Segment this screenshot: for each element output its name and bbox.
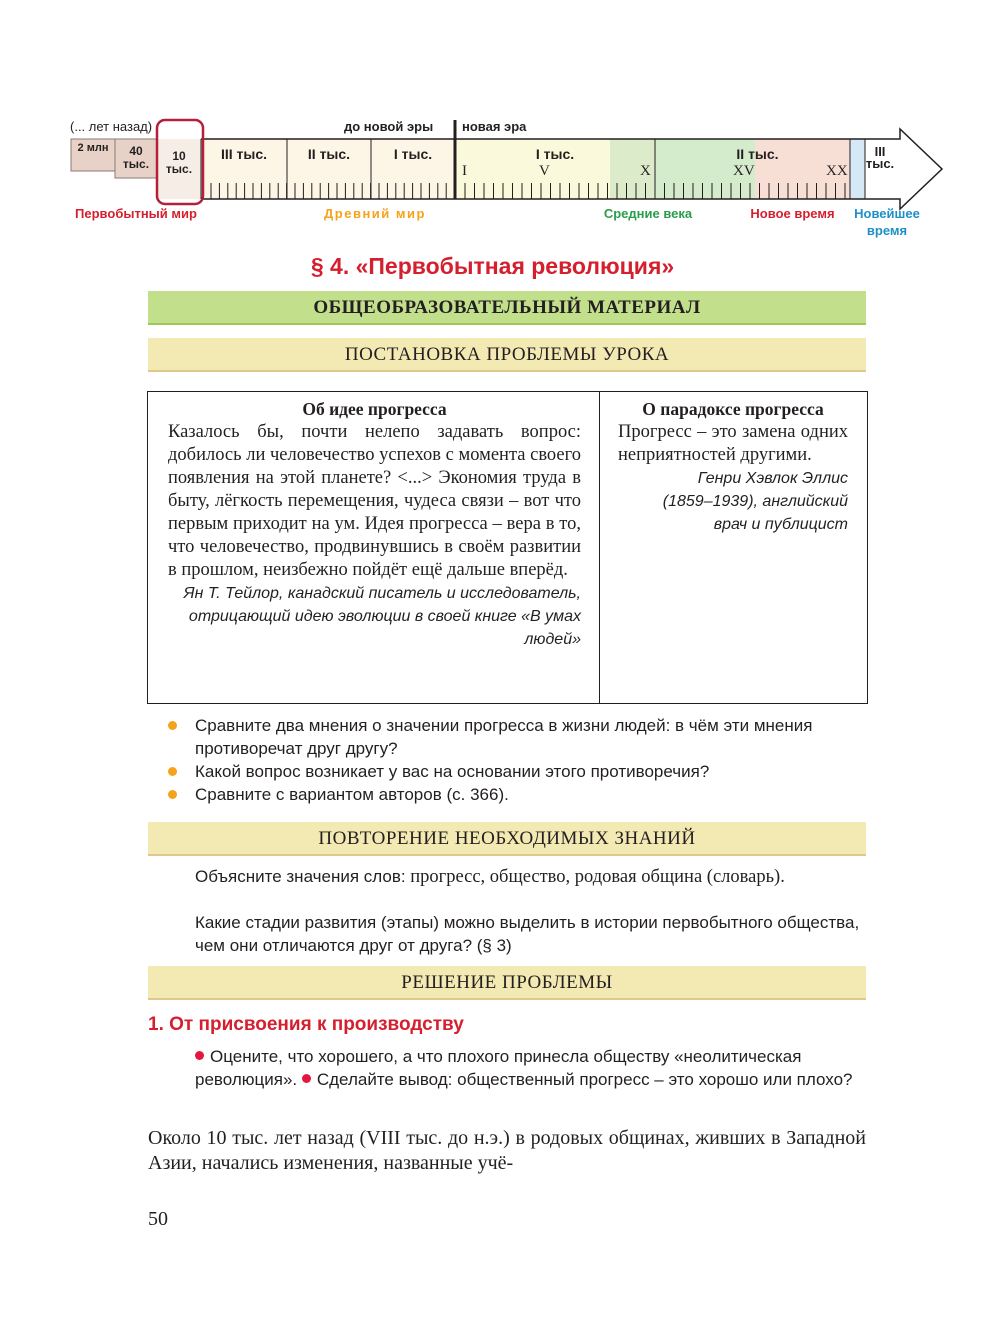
years-ago-label: (... лет назад) bbox=[70, 119, 153, 134]
section-title: § 4. «Первобытная революция» bbox=[310, 253, 675, 279]
body-text: Около 10 тыс. лет назад (VIII тыс. до н.э.) в родовых общинах, живших в Западной Азии, начались изменения, названные учё- bbox=[148, 1127, 866, 1174]
subsection-title: 1. От присвоения к производству bbox=[148, 1014, 464, 1035]
quote-left bbox=[148, 392, 600, 703]
era-newest: Новейшее время bbox=[854, 206, 920, 238]
era-new: Новое время bbox=[750, 206, 835, 221]
quote-table bbox=[147, 391, 868, 704]
band-solution: РЕШЕНИЕ ПРОБЛЕМЫ bbox=[148, 966, 866, 1000]
cell-2-ce: II тыс. bbox=[736, 146, 779, 162]
century-label: XV bbox=[733, 163, 755, 179]
cell-2mln: 2 млн bbox=[77, 142, 109, 154]
quote-right bbox=[600, 392, 866, 703]
list-item: Сравните два мнения о значении прогресса в жизни людей: в чём эти мнения противоречат друг другу? bbox=[168, 714, 868, 760]
bullet-icon bbox=[168, 790, 177, 799]
repeat-paragraph-1: Объясните значения слов: прогресс, общество, родовая община (словарь). bbox=[195, 867, 785, 887]
century-label: I bbox=[462, 163, 467, 179]
bullet-icon bbox=[168, 767, 177, 776]
cell-3-ce: III тыс. bbox=[865, 144, 895, 171]
timeline bbox=[0, 0, 985, 250]
bullet-icon bbox=[195, 1051, 204, 1060]
cell-10: 10 тыс. bbox=[165, 149, 193, 176]
era-primitive: Первобытный мир bbox=[75, 206, 197, 221]
bce-label: до новой эры bbox=[344, 119, 434, 134]
era-middle: Средние века bbox=[603, 206, 693, 221]
list-item: Сравните с вариантом авторов (с. 366). bbox=[168, 783, 868, 806]
quote-right-text: Прогресс – это замена одних неприятностей другими. bbox=[618, 422, 848, 465]
cell-3-bce: III тыс. bbox=[220, 146, 268, 162]
quote-right-title: О парадоксе прогресса bbox=[642, 399, 824, 419]
band-problem: ПОСТАНОВКА ПРОБЛЕМЫ УРОКА bbox=[148, 338, 866, 372]
cell-1-bce: I тыс. bbox=[393, 146, 433, 162]
quote-right-author: Генри Хэвлок Эллис (1859–1939), английский врач и публицист bbox=[662, 470, 848, 533]
repeat-paragraph-2: Какие стадии развития (этапы) можно выделить в истории первобытного общества, чем они отличаются друг от друга? (§ 3) bbox=[195, 913, 860, 955]
quote-left-text: Казалось бы, почти нелепо задавать вопрос: добилось ли человечество успехов с момента своего появления на этой планете? <...> Экономия труда в быту, лёгкость перемещения, чудеса связи – вот что первым приходит на ум. Идея прогресса – вера в то, что человечество, продвинувшись в своём развитии в прошлом, неизбежно пойдёт ещё дальше вперёд. bbox=[168, 422, 581, 580]
century-label: V bbox=[539, 163, 550, 179]
era-ancient: Древний мир bbox=[324, 206, 426, 221]
task-paragraph: Оцените, что хорошего, а что плохого принесла обществу «неолитическая революция». Сделайте вывод: общественный прогресс – это хорошо или плохо? bbox=[195, 1047, 853, 1089]
bullet-icon bbox=[168, 721, 177, 730]
quote-left-author: Ян Т. Тейлор, канадский писатель и исследователь, отрицающий идею эволюции в своей книге «В умах людей» bbox=[183, 585, 581, 648]
question-list bbox=[168, 714, 868, 806]
century-label: XX bbox=[826, 163, 848, 179]
bullet-icon bbox=[302, 1074, 311, 1083]
band-repeat: ПОВТОРЕНИЕ НЕОБХОДИМЫХ ЗНАНИЙ bbox=[148, 822, 866, 856]
ce-label: новая эра bbox=[462, 119, 527, 134]
band-general: ОБЩЕОБРАЗОВАТЕЛЬНЫЙ МАТЕРИАЛ bbox=[148, 291, 866, 325]
century-label: X bbox=[640, 163, 651, 179]
cell-40: 40 тыс. bbox=[122, 144, 150, 171]
cell-1-ce: I тыс. bbox=[535, 146, 575, 162]
cell-2-bce: II тыс. bbox=[307, 146, 351, 162]
page-number: 50 bbox=[148, 1208, 168, 1230]
list-item: Какой вопрос возникает у вас на основании этого противоречия? bbox=[168, 760, 868, 783]
quote-left-title: Об идее прогресса bbox=[302, 399, 447, 419]
